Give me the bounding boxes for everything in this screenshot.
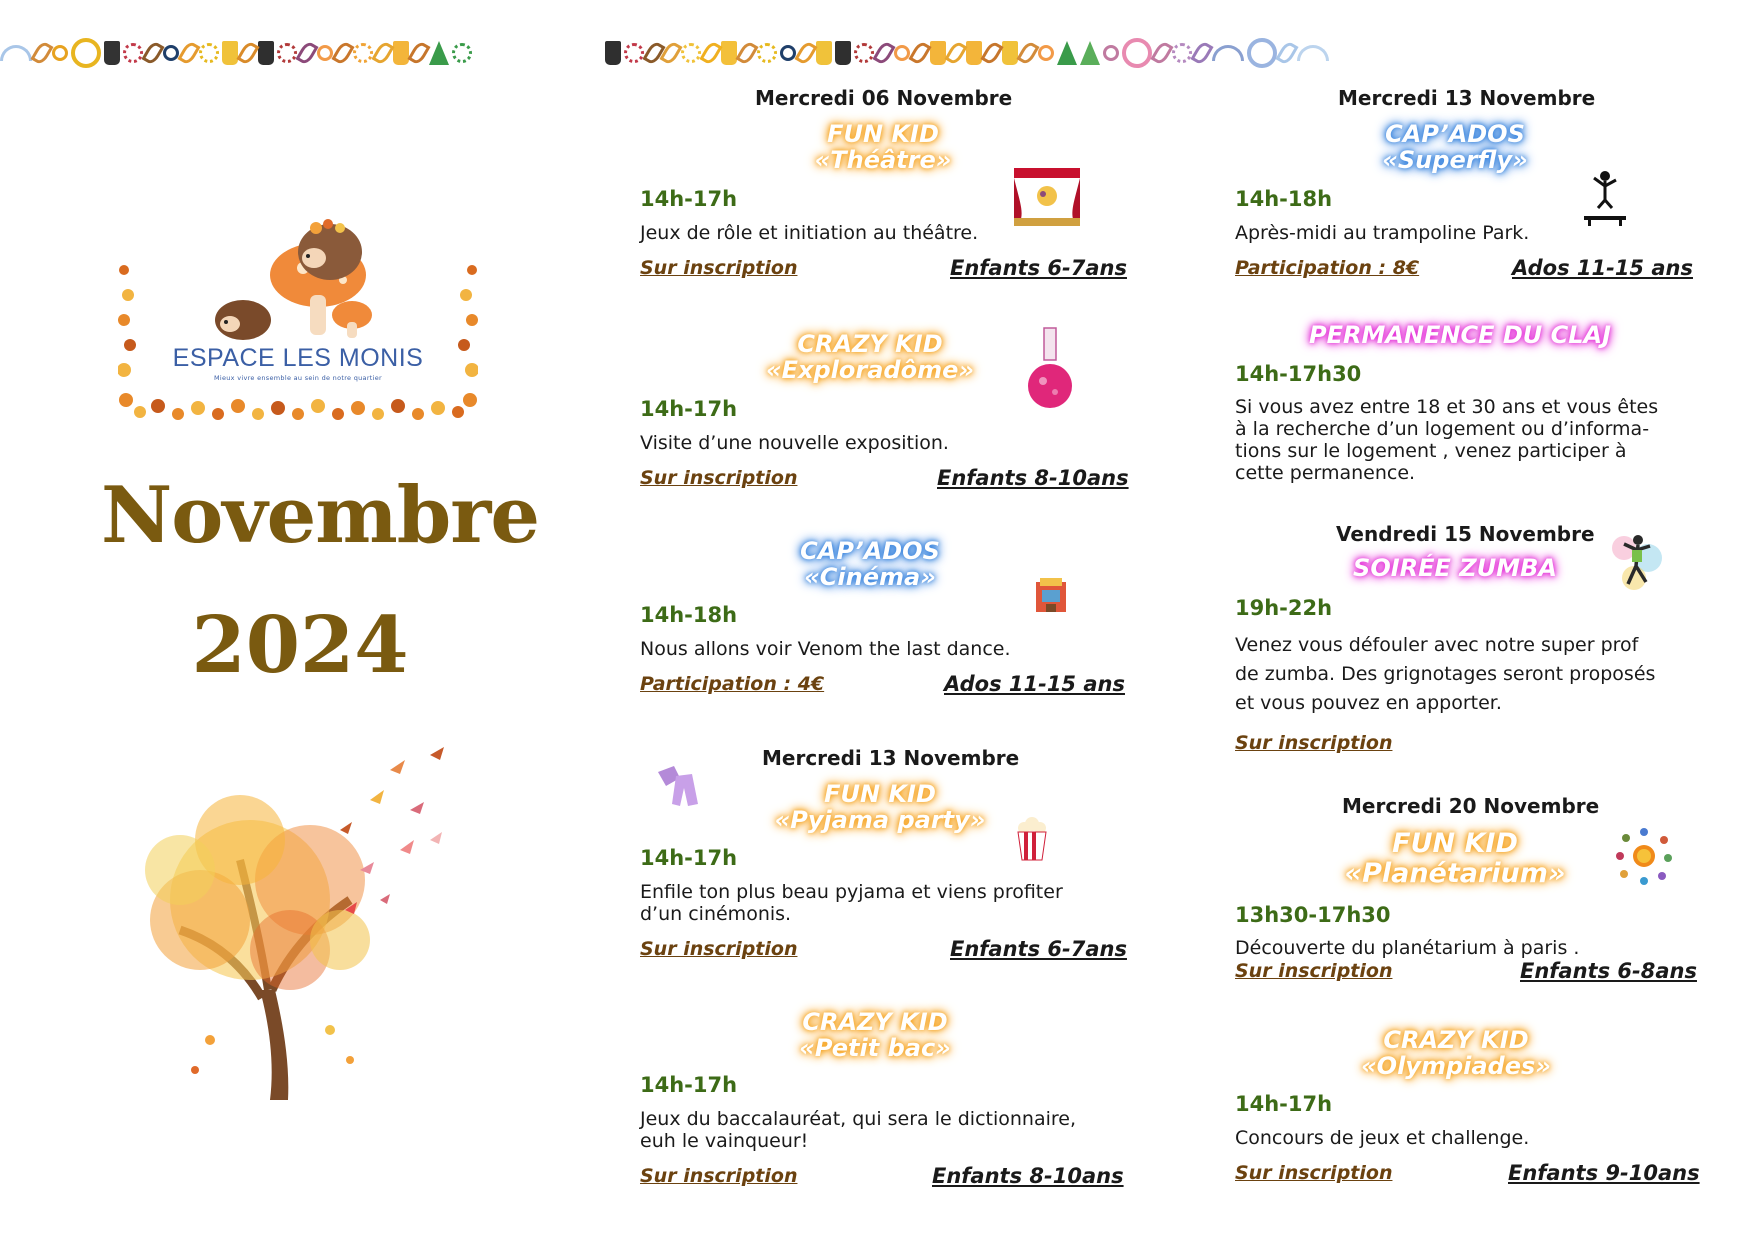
leaf-icon <box>295 40 318 66</box>
event-badge-category: FUN KID <box>1392 828 1518 859</box>
event-time: 13h30-17h30 <box>1235 903 1391 927</box>
event-badge-category: CAP’ADOS <box>1385 120 1525 148</box>
event-description: Après-midi au trampoline Park. <box>1235 222 1530 244</box>
leaf-icon <box>141 40 164 66</box>
leaf-icon <box>331 40 354 66</box>
popcorn-icon <box>1010 816 1054 864</box>
lantern-icon <box>222 41 238 65</box>
kettle-icon <box>1038 45 1054 61</box>
leaf-icon <box>872 40 895 66</box>
event-date: Mercredi 13 Novembre <box>762 746 1020 770</box>
event-description-line3: tions sur le logement , venez participer à <box>1235 440 1627 462</box>
lantern-icon <box>1002 41 1018 65</box>
event-description-line2: de zumba. Des grignotages seront proposés <box>1235 663 1656 685</box>
event-time: 14h-17h <box>1235 1092 1333 1116</box>
event-description: Concours de jeux et challenge. <box>1235 1127 1530 1149</box>
leaf-icon <box>30 40 53 66</box>
flower-icon <box>854 43 874 63</box>
sun-icon <box>1247 38 1277 68</box>
registration-link[interactable]: Sur inscription <box>1235 732 1393 754</box>
lantern-icon <box>816 41 832 65</box>
event-badge-category: CRAZY KID <box>797 330 943 358</box>
leaf-icon <box>735 40 758 66</box>
age-group: Ados 11-15 ans <box>944 672 1125 696</box>
event-description: Découverte du planétarium à paris . <box>1235 937 1580 959</box>
event-time: 14h-17h <box>640 187 738 211</box>
cup-icon <box>104 41 120 65</box>
event-description-line2: d’un cinémonis. <box>640 903 792 925</box>
event-badge-title: «Exploradôme» <box>766 356 974 384</box>
registration-link[interactable]: Sur inscription <box>640 1165 798 1187</box>
logo <box>118 200 478 422</box>
event-badge-title: SOIRÉE ZUMBA <box>1353 554 1557 582</box>
age-group: Enfants 8-10ans <box>937 466 1129 490</box>
cup-icon <box>835 41 851 65</box>
event-date: Mercredi 06 Novembre <box>755 86 1013 110</box>
age-group: Ados 11-15 ans <box>1512 256 1693 280</box>
event-description-line2: euh le vainqueur! <box>640 1130 809 1152</box>
leaf-icon <box>1275 40 1298 66</box>
leaf-icon <box>1016 40 1039 66</box>
event-description-line4: cette permanence. <box>1235 462 1416 484</box>
month-title: Novembre <box>100 470 540 561</box>
event-description-line1: Venez vous défouler avec notre super prof <box>1235 634 1639 656</box>
leaf-icon <box>980 40 1003 66</box>
flower-icon <box>757 43 777 63</box>
event-date: Vendredi 15 Novembre <box>1336 522 1595 546</box>
leaf-icon <box>1150 40 1173 66</box>
leaf-icon <box>699 40 722 66</box>
umbrella-icon <box>1212 45 1244 61</box>
event-description-line1: Si vous avez entre 18 et 30 ans et vous êtes <box>1235 396 1659 418</box>
event-time: 14h-18h <box>640 603 738 627</box>
cup-icon <box>605 41 621 65</box>
event-time: 14h-17h <box>640 397 738 421</box>
autumn-tree-illustration <box>100 740 510 1110</box>
event-badge-title: PERMANENCE DU CLAJ <box>1308 321 1612 349</box>
lantern-icon <box>930 41 946 65</box>
flower-icon <box>353 43 373 63</box>
theatre-stage-icon <box>1010 162 1084 228</box>
event-date: Mercredi 20 Novembre <box>1342 794 1600 818</box>
event-time: 14h-17h30 <box>1235 362 1362 386</box>
cinema-icon <box>1030 574 1074 616</box>
age-group: Enfants 9-10ans <box>1508 1161 1700 1185</box>
flower-icon <box>277 43 297 63</box>
pyjama-icon <box>652 762 704 812</box>
event-time: 14h-18h <box>1235 187 1333 211</box>
event-badge-category: FUN KID <box>827 120 939 148</box>
sun-icon <box>71 38 101 68</box>
lantern-icon <box>393 41 409 65</box>
event-badge-title: «Pyjama party» <box>774 806 986 834</box>
event-time: 14h-17h <box>640 846 738 870</box>
event-badge-title: «Olympiades» <box>1361 1052 1551 1080</box>
logo-title: ESPACE LES MONIS <box>172 344 424 372</box>
event-description: Jeux de rôle et initiation au théâtre. <box>640 222 979 244</box>
event-badge-title: «Planétarium» <box>1344 858 1566 889</box>
registration-link[interactable]: Sur inscription <box>1235 960 1393 982</box>
leaf-icon <box>407 40 430 66</box>
event-description-line1: Enfile ton plus beau pyjama et viens profiter <box>640 881 1063 903</box>
flower-icon <box>1172 43 1192 63</box>
top-border-left <box>0 30 585 76</box>
event-badge-title: «Théâtre» <box>814 146 952 174</box>
leaf-icon <box>236 40 259 66</box>
leaf-icon <box>177 40 200 66</box>
solar-system-icon <box>1614 826 1674 886</box>
lantern-icon <box>721 41 737 65</box>
event-description-line2: à la recherche d’un logement ou d’informa- <box>1235 418 1650 440</box>
event-badge-title: «Superfly» <box>1382 146 1528 174</box>
lantern-icon <box>966 41 982 65</box>
flower-icon <box>681 43 701 63</box>
event-badge-title: «Petit bac» <box>799 1034 951 1062</box>
logo-subtitle: Mieux vivre ensemble au sein de notre quartier <box>213 374 383 382</box>
trampoline-icon <box>1580 168 1630 226</box>
leaf-icon <box>659 40 682 66</box>
tree-icon <box>1080 41 1100 65</box>
registration-link[interactable]: Sur inscription <box>640 938 798 960</box>
flask-icon <box>1025 326 1075 418</box>
flower-icon <box>452 43 472 63</box>
leaf-icon <box>794 40 817 66</box>
registration-link[interactable]: Participation : 4€ <box>640 673 825 695</box>
top-border-right <box>605 30 1754 76</box>
flower-icon <box>52 45 68 61</box>
event-badge-category: CRAZY KID <box>1383 1026 1529 1054</box>
event-time: 19h-22h <box>1235 596 1333 620</box>
tree-icon <box>429 41 449 65</box>
registration-link[interactable]: Sur inscription <box>640 467 798 489</box>
event-time: 14h-17h <box>640 1073 738 1097</box>
cup-icon <box>258 41 274 65</box>
age-group: Enfants 6-8ans <box>1520 959 1697 983</box>
leaf-icon <box>908 40 931 66</box>
dancer-icon <box>1604 528 1668 604</box>
year-title: 2024 <box>191 600 409 691</box>
event-date: Mercredi 13 Novembre <box>1338 86 1596 110</box>
cloud-icon <box>1103 45 1119 61</box>
leaf-icon <box>1190 40 1213 66</box>
flower-icon <box>199 43 219 63</box>
age-group: Enfants 6-7ans <box>950 256 1127 280</box>
event-badge-category: CRAZY KID <box>802 1008 948 1036</box>
event-description-line1: Jeux du baccalauréat, qui sera le dictionnaire, <box>640 1108 1076 1130</box>
registration-link[interactable]: Sur inscription <box>640 257 798 279</box>
event-description: Visite d’une nouvelle exposition. <box>640 432 949 454</box>
umbrella-icon <box>0 45 32 61</box>
age-group: Enfants 6-7ans <box>950 937 1127 961</box>
event-badge-title: «Cinéma» <box>804 563 936 591</box>
registration-link[interactable]: Sur inscription <box>1235 1162 1393 1184</box>
event-badge-category: FUN KID <box>824 780 936 808</box>
leaf-icon <box>944 40 967 66</box>
flower-icon <box>624 43 644 63</box>
tree-icon <box>1057 41 1077 65</box>
registration-link[interactable]: Participation : 8€ <box>1235 257 1420 279</box>
sun-icon <box>1122 38 1152 68</box>
cloud-icon <box>1297 45 1329 61</box>
age-group: Enfants 8-10ans <box>932 1164 1124 1188</box>
leaf-icon <box>371 40 394 66</box>
flower-icon <box>123 43 143 63</box>
event-badge-category: CAP’ADOS <box>800 537 940 565</box>
logo-illustration <box>118 200 478 422</box>
event-description: Nous allons voir Venom the last dance. <box>640 638 1011 660</box>
event-description-line3: et vous pouvez en apporter. <box>1235 692 1502 714</box>
